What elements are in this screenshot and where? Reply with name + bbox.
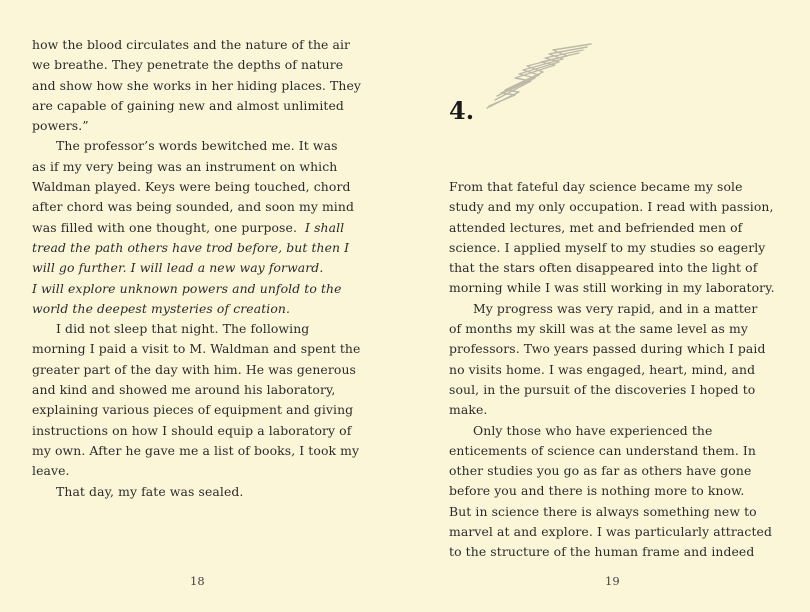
- text-line: [449, 177, 784, 197]
- text-line: [32, 461, 364, 481]
- text-line-content: are capable of gaining new and almost unlimited: [32, 97, 344, 113]
- text-line-content: to the structure of the human frame and indeed: [449, 544, 755, 560]
- text-line-content: my own. After he gave me a list of books, I took my: [32, 442, 360, 458]
- text-line: [449, 481, 784, 501]
- chapter-number: 4.: [449, 96, 475, 125]
- text-line: [449, 502, 784, 522]
- text-line: [32, 197, 364, 217]
- text-line: [449, 218, 784, 238]
- text-line: [32, 258, 364, 278]
- text-line-content: attended lectures, met and befriended men of: [449, 219, 743, 235]
- text-line: [32, 319, 364, 339]
- text-line: [32, 482, 364, 502]
- text-line: [32, 360, 364, 380]
- text-line-content: how the blood circulates and the nature of the air: [32, 37, 351, 52]
- text-line: [449, 421, 784, 441]
- text-line-content: other studies you go as far as others have gone: [449, 463, 752, 479]
- right-page-number: 19: [605, 574, 620, 588]
- text-line-content: make.: [449, 402, 488, 418]
- text-line: [449, 400, 784, 420]
- text-line: [32, 136, 364, 156]
- text-line-content: instructions on how I should equip a laboratory of: [32, 422, 352, 438]
- text-line-content: morning while I was still working in my laboratory.: [449, 280, 775, 296]
- text-line: [449, 522, 784, 542]
- text-line: [449, 319, 784, 339]
- text-line: [32, 96, 364, 116]
- text-line: [32, 55, 364, 75]
- text-line: [449, 278, 784, 298]
- text-line: [449, 441, 784, 461]
- text-line-content: powers.”: [32, 118, 89, 134]
- text-line-content: that the stars often disappeared into the light of: [449, 260, 758, 276]
- text-line-content: morning I paid a visit to M. Waldman and spent the: [32, 341, 361, 357]
- text-line: [32, 441, 364, 461]
- text-line: [32, 421, 364, 441]
- text-line: [32, 400, 364, 420]
- text-line-content: marvel at and explore. I was particularly attracted: [449, 524, 772, 540]
- left-page-text: [32, 35, 364, 502]
- text-line-content: explaining various pieces of equipment and giving: [32, 402, 354, 418]
- text-line-content: tread the path others have trod before, but then I: [32, 239, 350, 255]
- text-line-content: The professor’s words bewitched me. It was: [56, 138, 338, 154]
- left-page-number: 18: [190, 574, 205, 588]
- text-line-content: we breathe. They penetrate the depths of nature: [32, 57, 344, 73]
- lightning-bolt-icon: [483, 40, 595, 112]
- text-line-content: science. I applied myself to my studies so eagerly: [449, 239, 766, 255]
- text-line-content: professors. Two years passed during which I paid: [449, 341, 766, 357]
- text-line: [449, 542, 784, 562]
- text-line-content: and show how she works in her hiding places. They: [32, 77, 361, 93]
- text-line-content: I will explore unknown powers and unfold to the: [32, 280, 342, 296]
- text-line: [32, 238, 364, 258]
- text-line-content: was filled with one thought, one purpose.: [32, 219, 297, 235]
- text-line-italic-tail: I shall: [296, 219, 345, 235]
- text-line-content: before you and there is nothing more to know.: [449, 483, 745, 499]
- text-line-content: That day, my fate was sealed.: [56, 483, 244, 499]
- text-line: [449, 380, 784, 400]
- right-page: [405, 0, 810, 612]
- text-line-content: From that fateful day science became my sole: [449, 179, 743, 194]
- text-line: [32, 339, 364, 359]
- text-line: [32, 279, 364, 299]
- text-line-content: soul, in the pursuit of the discoveries I hoped to: [449, 381, 756, 397]
- text-line: [32, 76, 364, 96]
- text-line-content: My progress was very rapid, and in a matter: [473, 300, 758, 316]
- text-line: [449, 461, 784, 481]
- text-line-content: leave.: [32, 463, 70, 479]
- text-line: [449, 197, 784, 217]
- text-line: [449, 339, 784, 359]
- text-line-content: as if my very being was an instrument on which: [32, 158, 338, 174]
- text-line: [449, 238, 784, 258]
- text-line: [449, 258, 784, 278]
- text-line-content: Only those who have experienced the: [473, 422, 713, 438]
- text-line-content: greater part of the day with him. He was generous: [32, 361, 356, 377]
- text-line-content: and kind and showed me around his laboratory,: [32, 382, 336, 398]
- text-line-content: study and my only occupation. I read with passion,: [449, 199, 774, 215]
- text-line-content: But in science there is always something new to: [449, 503, 757, 519]
- text-line-content: will go further. I will lead a new way forward.: [32, 260, 324, 276]
- text-line-content: world the deepest mysteries of creation.: [32, 300, 291, 316]
- text-line-content: Waldman played. Keys were being touched, chord: [32, 179, 351, 195]
- text-line: [32, 157, 364, 177]
- text-line-content: of months my skill was at the same level as my: [449, 321, 748, 337]
- text-line-content: I did not sleep that night. The following: [56, 321, 310, 337]
- text-line-content: after chord was being sounded, and soon my mind: [32, 199, 354, 215]
- text-line: [32, 218, 364, 238]
- text-line: [32, 177, 364, 197]
- text-line: [32, 299, 364, 319]
- text-line-content: no visits home. I was engaged, heart, mind, and: [449, 361, 756, 377]
- text-line: [32, 116, 364, 136]
- text-line: [449, 360, 784, 380]
- right-page-text: [449, 177, 784, 563]
- text-line-content: enticements of science can understand them. In: [449, 442, 756, 458]
- text-line: [449, 299, 784, 319]
- text-line: [32, 380, 364, 400]
- text-line: [32, 35, 364, 55]
